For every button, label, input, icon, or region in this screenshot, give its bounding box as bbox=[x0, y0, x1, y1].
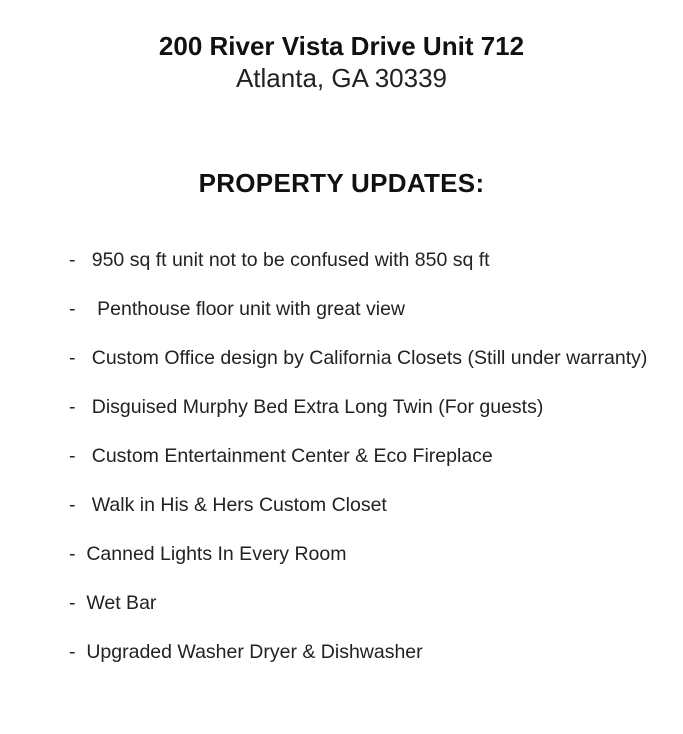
address-street: 200 River Vista Drive Unit 712 bbox=[158, 31, 525, 61]
updates-list bbox=[69, 248, 649, 689]
section-title: PROPERTY UPDATES: bbox=[198, 168, 485, 198]
update-item: - Walk in His & Hers Custom Closet bbox=[69, 494, 387, 516]
update-item: - 950 sq ft unit not to be confused with 850 sq ft bbox=[69, 249, 490, 271]
address-city-state-zip: Atlanta, GA 30339 bbox=[235, 63, 448, 93]
update-item: - Custom Office design by California Closets (Still under warranty) bbox=[69, 347, 648, 369]
update-item: - Upgraded Washer Dryer & Dishwasher bbox=[69, 641, 423, 663]
property-address bbox=[0, 30, 683, 94]
update-item: - Disguised Murphy Bed Extra Long Twin (For guests) bbox=[69, 396, 544, 418]
update-item: - Penthouse floor unit with great view bbox=[69, 298, 406, 320]
update-item: - Wet Bar bbox=[69, 592, 157, 614]
update-item: - Canned Lights In Every Room bbox=[69, 543, 347, 565]
update-item: - Custom Entertainment Center & Eco Fireplace bbox=[69, 445, 493, 467]
